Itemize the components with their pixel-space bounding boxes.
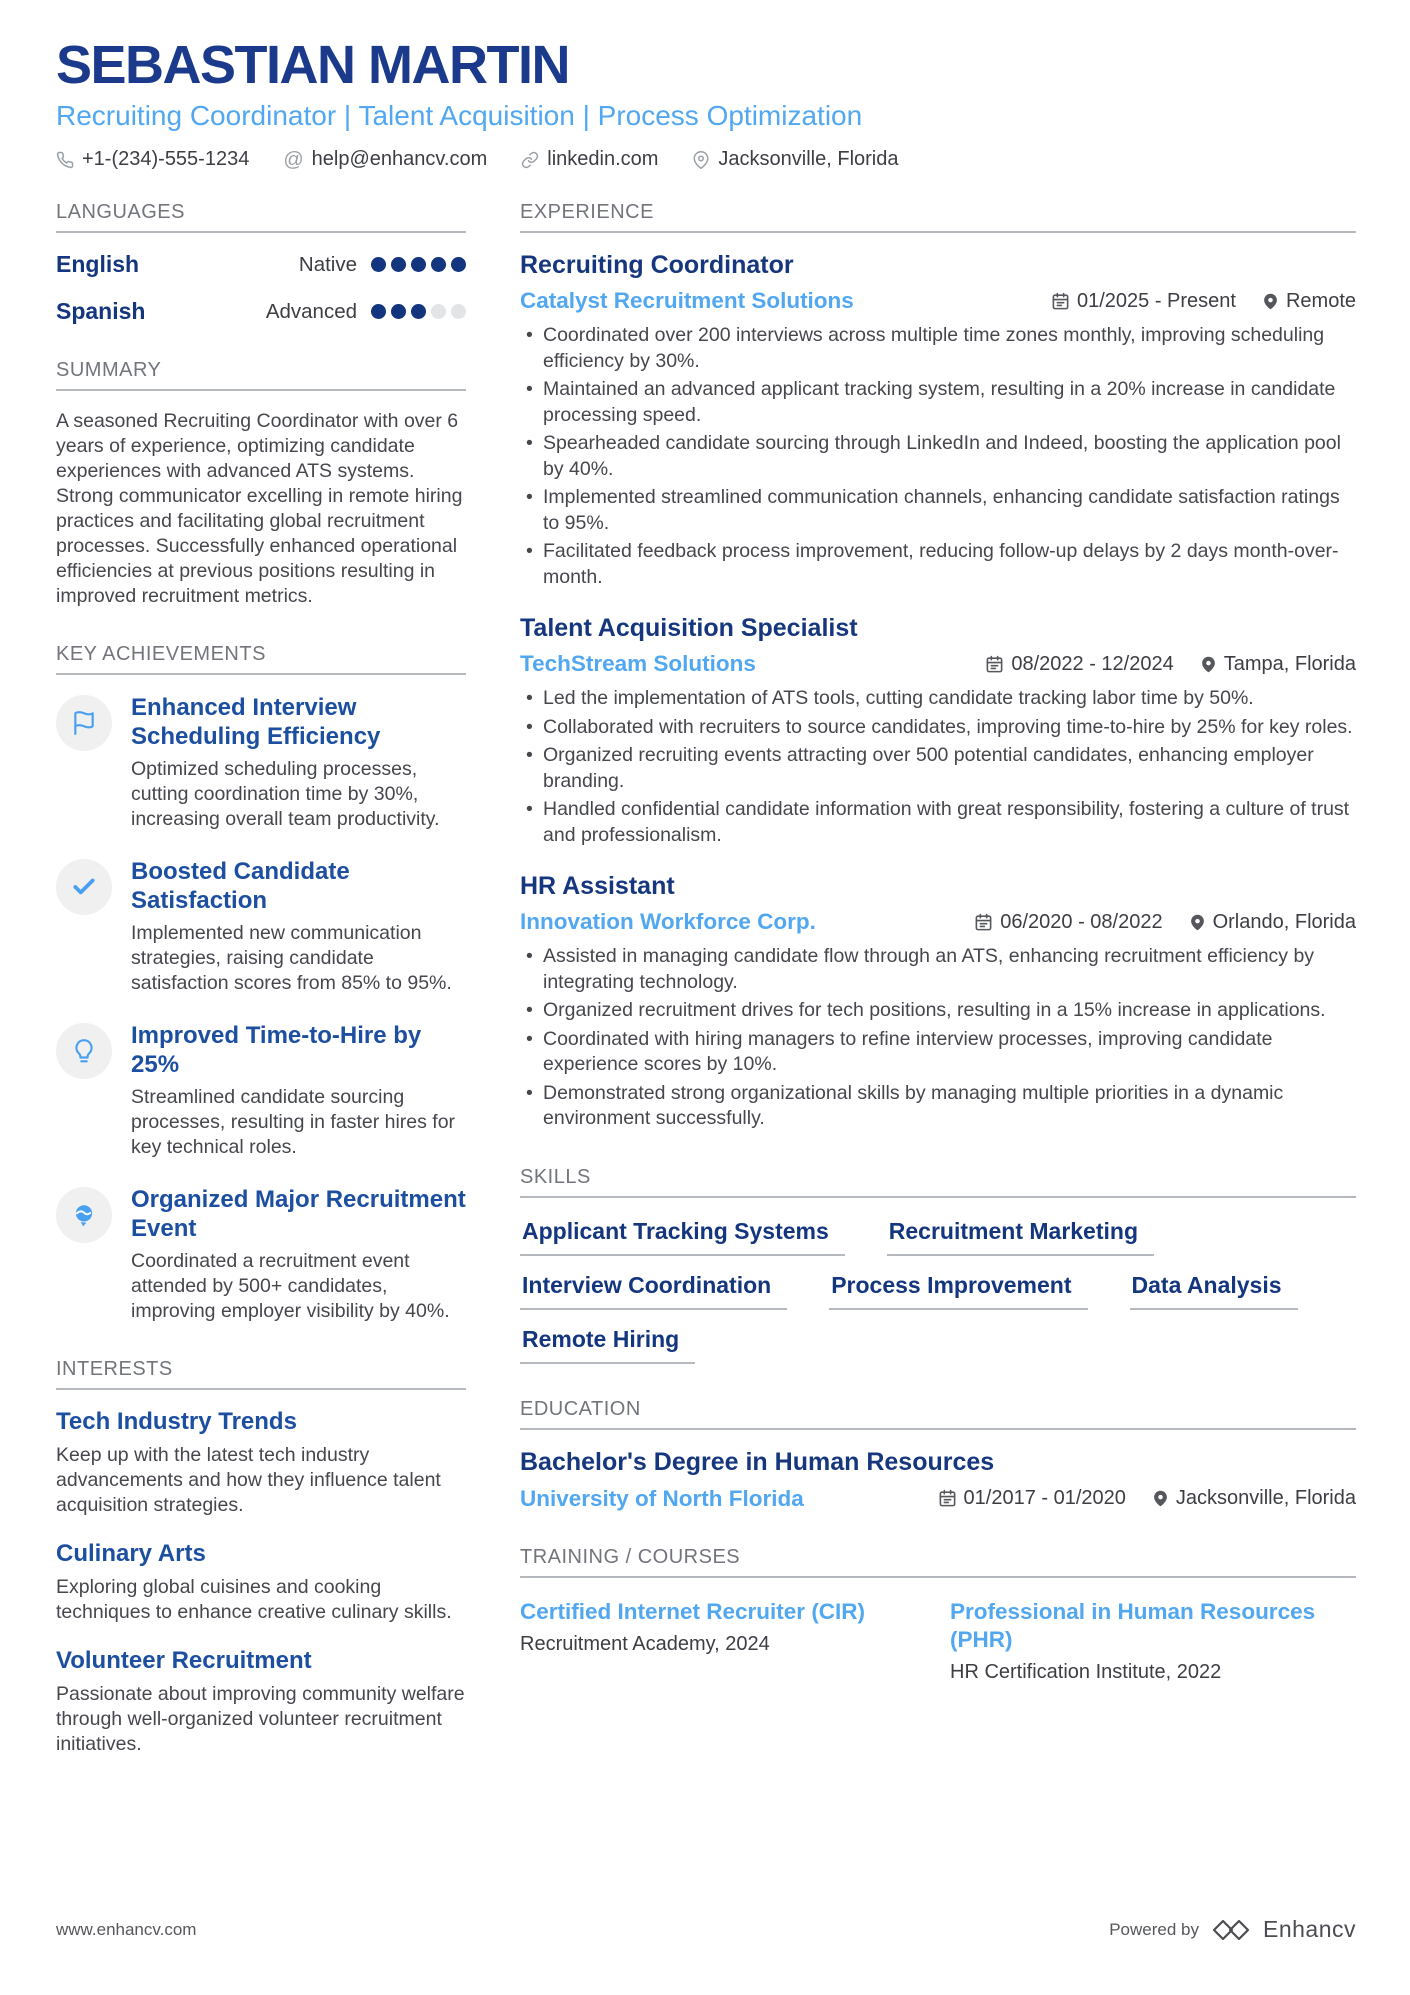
proficiency-dot — [371, 304, 386, 319]
section-education — [520, 1398, 1356, 1512]
school-name: University of North Florida — [520, 1485, 804, 1511]
section-languages — [56, 201, 466, 325]
bullet: • Collaborated with recruiters to source candidates, improving time-to-hire by 25% for key roles. — [520, 715, 1356, 741]
calendar-icon — [985, 655, 1004, 674]
proficiency-dot — [451, 304, 466, 319]
training-entry — [520, 1598, 926, 1684]
map-pin-icon — [692, 151, 710, 169]
achievement-item — [56, 1185, 466, 1324]
check-icon — [56, 859, 112, 915]
proficiency-dot — [411, 304, 426, 319]
bullet: • Facilitated feedback process improvement, reducing follow-up delays by 2 days month-over-month. — [520, 539, 1356, 590]
brand-name: Enhancv — [1262, 1916, 1356, 1942]
skill-tag: Applicant Tracking Systems — [520, 1218, 845, 1256]
mind-icon — [56, 1187, 112, 1243]
proficiency-dot — [431, 304, 446, 319]
bullet: • Assisted in managing candidate flow through an ATS, enhancing recruitment efficiency by integrating technology. — [520, 944, 1356, 995]
language-name: Spanish — [56, 298, 146, 325]
experience-entry — [520, 614, 1356, 848]
section-skills — [520, 1166, 1356, 1364]
language-proficiency-dots — [371, 304, 466, 319]
job-dates — [974, 911, 1162, 934]
section-training — [520, 1546, 1356, 1684]
education-dates-text: 01/2017 - 01/2020 — [963, 1487, 1126, 1510]
interest-item — [56, 1408, 466, 1518]
job-dates — [985, 653, 1173, 676]
contact-website[interactable] — [521, 148, 658, 171]
powered-by-label: Powered by — [1109, 1919, 1199, 1939]
calendar-icon — [1051, 292, 1070, 311]
achievement-item — [56, 693, 466, 832]
certification-title: Certified Internet Recruiter (CIR) — [520, 1598, 866, 1624]
proficiency-dot — [431, 257, 446, 272]
company-name: Innovation Workforce Corp. — [520, 909, 816, 935]
job-location — [1200, 653, 1356, 676]
achievement-description: Coordinated a recruitment event attended by 500+ candidates, improving employer visibility by 40%. — [131, 1250, 450, 1323]
footer-website: www.enhancv.com — [56, 1919, 197, 1939]
education-location — [1152, 1487, 1356, 1510]
achievement-title: Enhanced Interview Scheduling Efficiency — [131, 694, 381, 751]
left-column — [56, 201, 466, 1791]
job-location-text: Tampa, Florida — [1223, 652, 1356, 675]
interests-label: INTERESTS — [56, 1358, 466, 1390]
proficiency-dot — [391, 304, 406, 319]
skill-tag: Interview Coordination — [520, 1272, 787, 1310]
training-label: TRAINING / COURSES — [520, 1546, 1356, 1578]
job-title: Talent Acquisition Specialist — [520, 614, 858, 643]
language-row — [56, 251, 466, 278]
company-name: TechStream Solutions — [520, 651, 756, 677]
location-pin-icon — [1189, 913, 1206, 932]
company-name: Catalyst Recruitment Solutions — [520, 288, 854, 314]
skills-label: SKILLS — [520, 1166, 1356, 1198]
contact-phone-text: +1-(234)-555-1234 — [82, 148, 250, 171]
bullet: • Coordinated over 200 interviews across multiple time zones monthly, improving scheduling efficiency by 30%. — [520, 323, 1356, 374]
powered-by[interactable] — [1109, 1916, 1356, 1943]
right-column — [520, 201, 1356, 1791]
achievement-title: Improved Time-to-Hire by 25% — [131, 1022, 422, 1079]
language-level: Native — [298, 252, 357, 276]
contact-email[interactable] — [283, 148, 487, 171]
key-achievements-label: KEY ACHIEVEMENTS — [56, 643, 466, 675]
section-key-achievements — [56, 643, 466, 1324]
education-location-text: Jacksonville, Florida — [1175, 1487, 1356, 1510]
education-dates — [938, 1487, 1126, 1510]
section-interests — [56, 1358, 466, 1757]
training-entry — [950, 1598, 1356, 1684]
job-bullets — [520, 944, 1356, 1132]
job-location-text: Remote — [1285, 289, 1356, 312]
location-pin-icon — [1262, 292, 1279, 311]
job-bullets — [520, 323, 1356, 590]
skill-tag: Data Analysis — [1130, 1272, 1298, 1310]
language-level: Advanced — [265, 299, 357, 323]
experience-label: EXPERIENCE — [520, 201, 1356, 233]
at-icon: @ — [283, 148, 304, 171]
achievement-description: Streamlined candidate sourcing processes, resulting in faster hires for key technical roles. — [131, 1086, 456, 1159]
certification-org: Recruitment Academy, 2024 — [520, 1632, 770, 1655]
language-proficiency-dots — [371, 257, 466, 272]
section-summary — [56, 359, 466, 609]
interest-description: Exploring global cuisines and cooking techniques to enhance creative culinary skills. — [56, 1576, 452, 1624]
achievement-title: Boosted Candidate Satisfaction — [131, 858, 350, 915]
location-pin-icon — [1152, 1489, 1169, 1508]
experience-entry — [520, 251, 1356, 590]
skill-tag: Process Improvement — [829, 1272, 1087, 1310]
bullet: • Organized recruiting events attracting over 500 potential candidates, enhancing employer branding. — [520, 743, 1356, 794]
job-location — [1189, 911, 1356, 934]
bullet: • Handled confidential candidate information with great responsibility, fostering a culture of trust and professionalism. — [520, 797, 1356, 848]
header — [56, 36, 1356, 171]
achievement-description: Optimized scheduling processes, cutting coordination time by 30%, increasing overall team productivity. — [131, 758, 440, 831]
contact-location — [692, 148, 898, 171]
interest-description: Passionate about improving community welfare through well-organized volunteer recruitment initiatives. — [56, 1683, 465, 1756]
contact-location-text: Jacksonville, Florida — [718, 148, 899, 171]
degree-title: Bachelor's Degree in Human Resources — [520, 1447, 995, 1476]
calendar-icon — [974, 913, 993, 932]
certification-title: Professional in Human Resources (PHR) — [950, 1598, 1316, 1652]
person-name: SEBASTIAN MARTIN — [56, 35, 569, 95]
certification-org: HR Certification Institute, 2022 — [950, 1660, 1222, 1683]
enhancv-logo-icon — [1211, 1917, 1251, 1943]
job-title: Recruiting Coordinator — [520, 251, 794, 280]
bullet: • Coordinated with hiring managers to refine interview processes, improving candidate experience scores by 10%. — [520, 1027, 1356, 1078]
job-bullets — [520, 686, 1356, 848]
job-dates — [1051, 290, 1236, 313]
job-dates-text: 01/2025 - Present — [1076, 289, 1236, 312]
skills-list — [520, 1198, 1356, 1364]
interest-item — [56, 1540, 466, 1625]
proficiency-dot — [391, 257, 406, 272]
achievement-item — [56, 857, 466, 996]
summary-text: A seasoned Recruiting Coordinator with over 6 years of experience, optimizing candidate experiences with advanced ATS systems. Strong communicator excelling in remote hiring practices and facilitating global recruitment processes. Successfully enhanced operational efficiencies at previous positions resulting in improved recruitment metrics. — [56, 410, 463, 608]
interest-item — [56, 1647, 466, 1757]
calendar-icon — [938, 1489, 957, 1508]
interest-title: Culinary Arts — [56, 1540, 206, 1568]
contact-website-text: linkedin.com — [547, 148, 659, 171]
experience-entry — [520, 872, 1356, 1132]
flag-icon — [56, 695, 112, 751]
contact-email-text: help@enhancv.com — [311, 148, 488, 171]
interest-description: Keep up with the latest tech industry advancements and how they influence talent acquisition strategies. — [56, 1444, 441, 1517]
lightbulb-icon — [56, 1023, 112, 1079]
headline: Recruiting Coordinator | Talent Acquisition | Process Optimization — [56, 100, 863, 132]
bullet: • Led the implementation of ATS tools, cutting candidate tracking labor time by 50%. — [520, 686, 1356, 712]
job-dates-text: 06/2020 - 08/2022 — [1000, 910, 1163, 933]
achievement-title: Organized Major Recruitment Event — [131, 1186, 466, 1243]
achievement-description: Implemented new communication strategies, raising candidate satisfaction scores from 85% to 95%. — [131, 922, 452, 995]
job-title: HR Assistant — [520, 872, 675, 901]
phone-icon — [56, 151, 74, 169]
interest-title: Volunteer Recruitment — [56, 1647, 312, 1675]
education-label: EDUCATION — [520, 1398, 1356, 1430]
footer — [56, 1916, 1356, 1943]
proficiency-dot — [451, 257, 466, 272]
language-name: English — [56, 251, 140, 278]
bullet: • Spearheaded candidate sourcing through LinkedIn and Indeed, boosting the application pool by 40%. — [520, 431, 1356, 482]
link-icon — [521, 151, 539, 169]
proficiency-dot — [411, 257, 426, 272]
job-dates-text: 08/2022 - 12/2024 — [1011, 652, 1174, 675]
interest-title: Tech Industry Trends — [56, 1408, 297, 1436]
achievement-item — [56, 1021, 466, 1160]
location-pin-icon — [1200, 655, 1217, 674]
job-location-text: Orlando, Florida — [1212, 910, 1356, 933]
bullet: • Organized recruitment drives for tech positions, resulting in a 15% increase in applications. — [520, 998, 1356, 1024]
language-row — [56, 298, 466, 325]
bullet: • Implemented streamlined communication channels, enhancing candidate satisfaction ratings to 95%. — [520, 485, 1356, 536]
bullet: • Demonstrated strong organizational skills by managing multiple priorities in a dynamic environment successfully. — [520, 1081, 1356, 1132]
skill-tag: Remote Hiring — [520, 1326, 695, 1364]
section-experience — [520, 201, 1356, 1132]
languages-label: LANGUAGES — [56, 201, 466, 233]
summary-label: SUMMARY — [56, 359, 466, 391]
skill-tag: Recruitment Marketing — [887, 1218, 1154, 1256]
contact-phone[interactable] — [56, 148, 249, 171]
job-location — [1262, 290, 1356, 313]
contact-row — [56, 148, 1356, 171]
bullet: • Maintained an advanced applicant tracking system, resulting in a 20% increase in candidate processing speed. — [520, 377, 1356, 428]
proficiency-dot — [371, 257, 386, 272]
